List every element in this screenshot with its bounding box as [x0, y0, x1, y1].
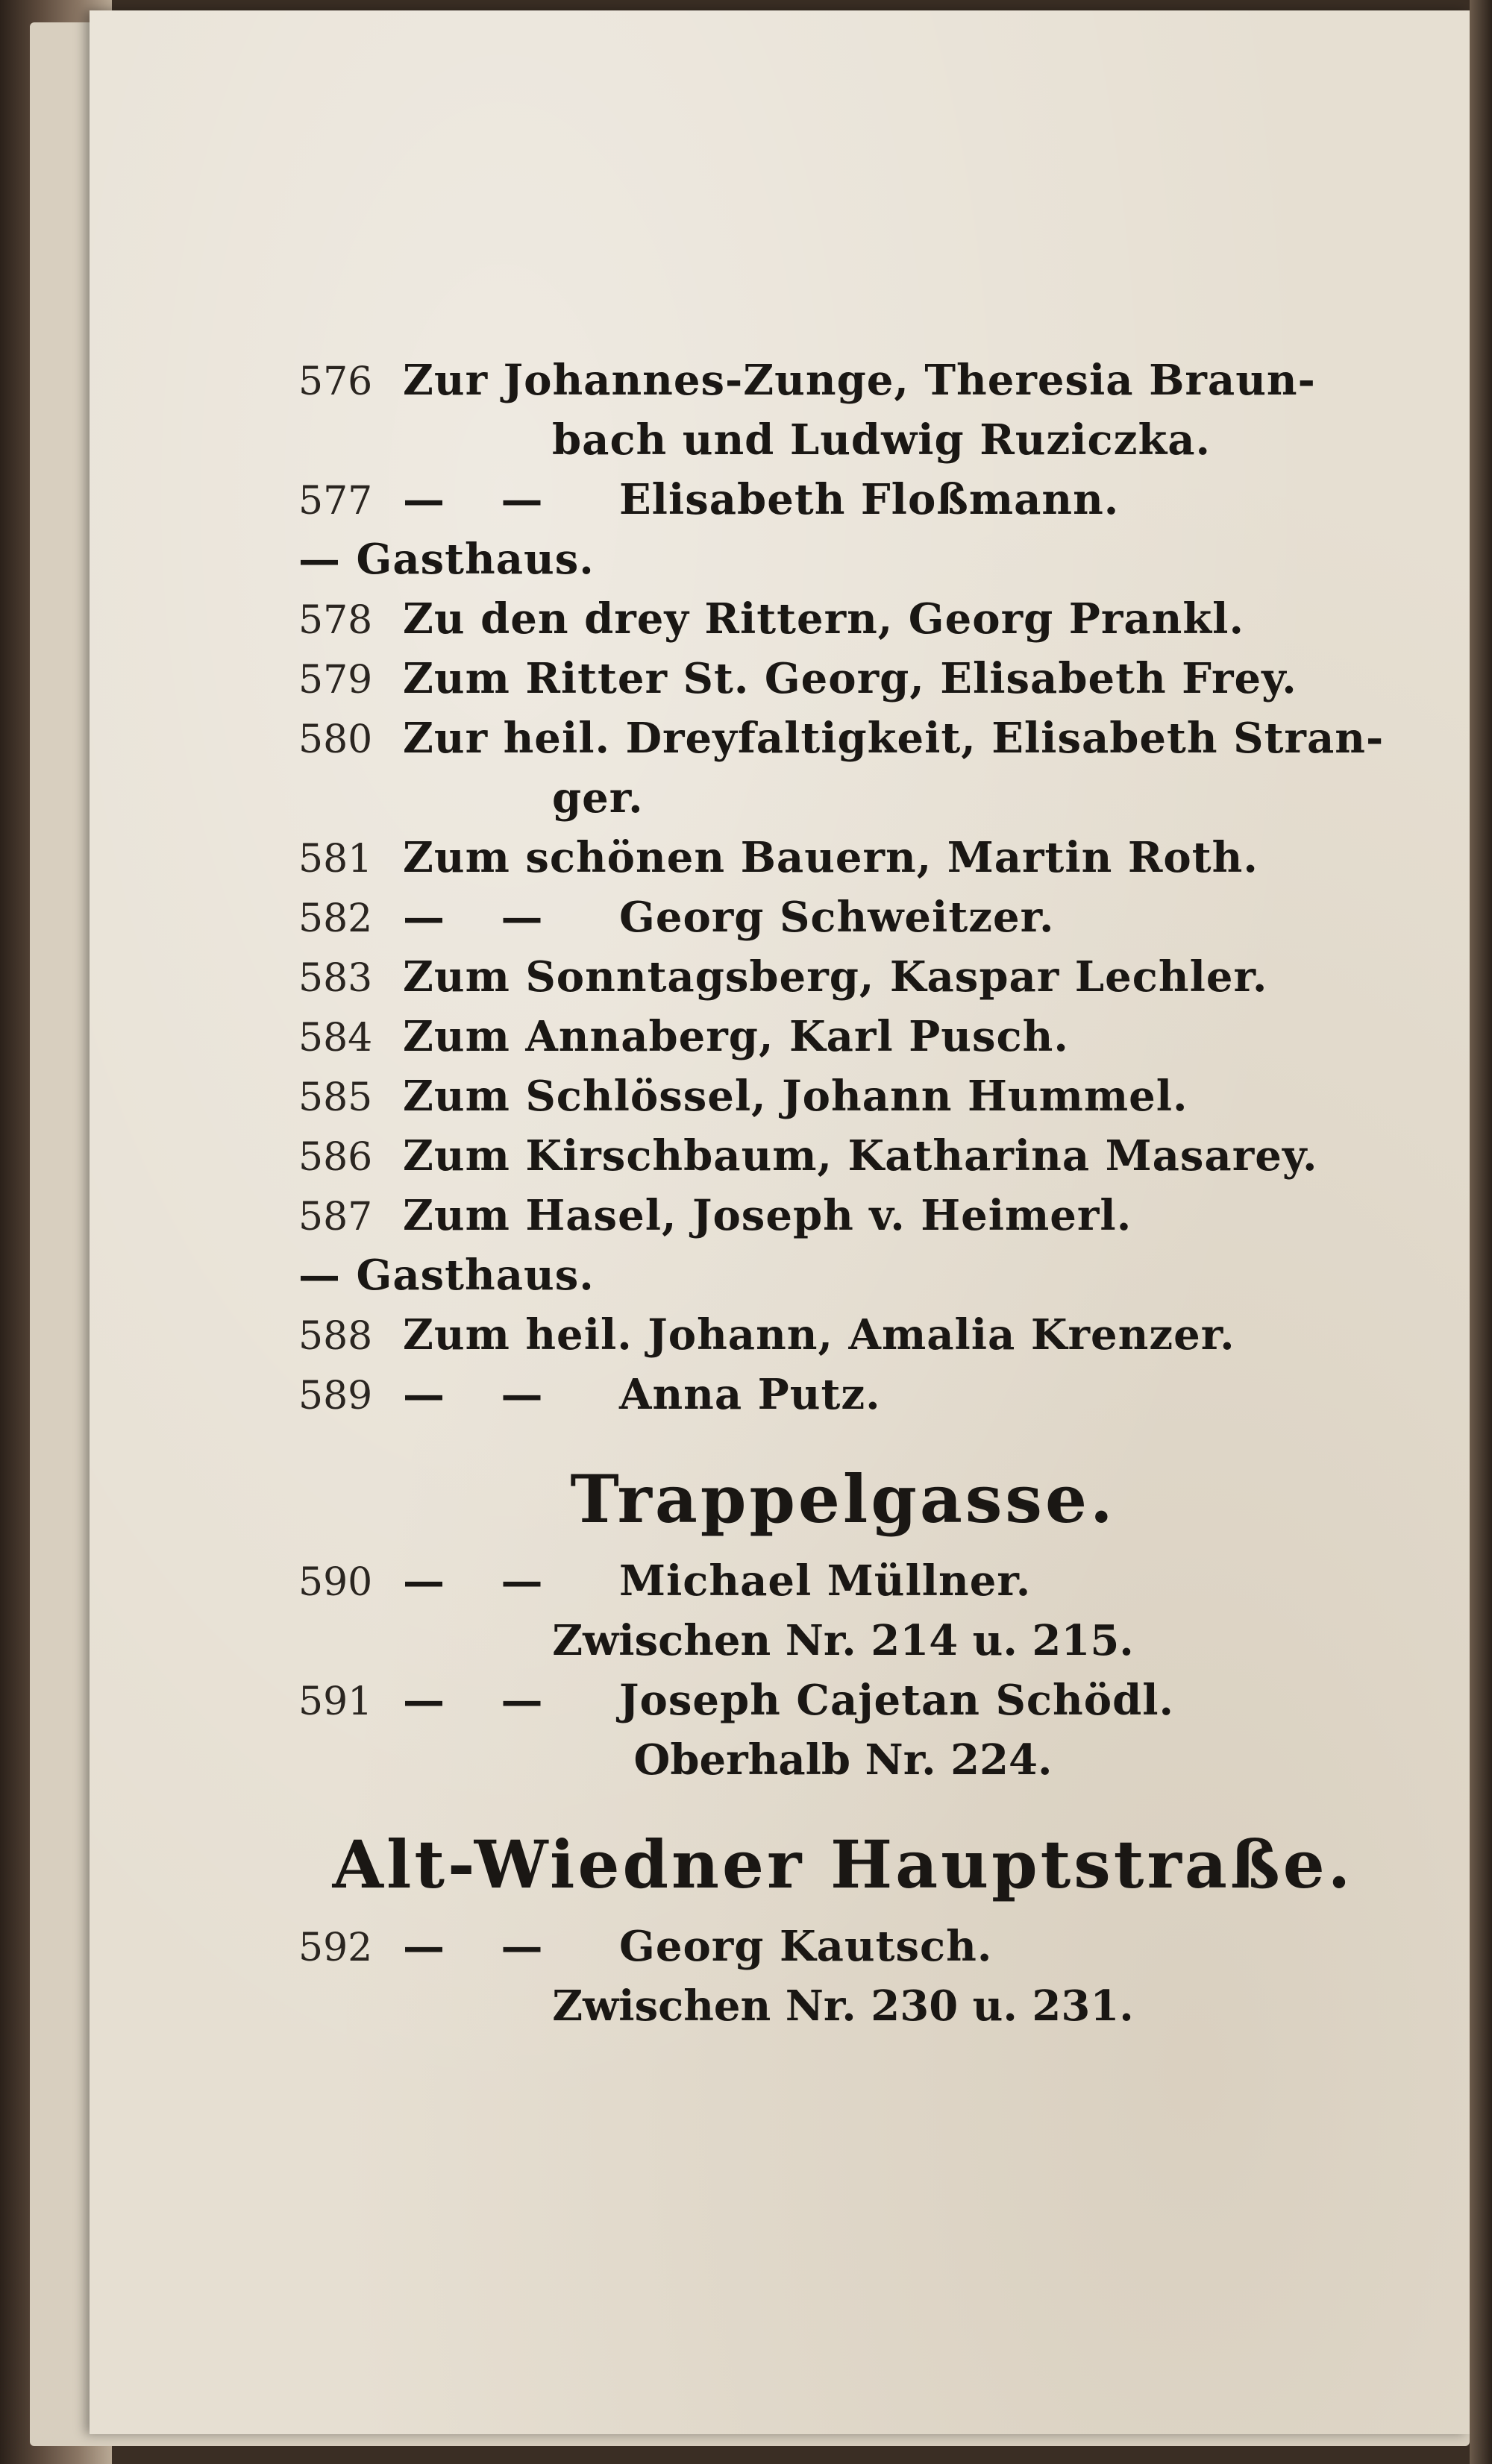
ditto-marks: — —	[403, 893, 564, 942]
entry-line	[298, 470, 1388, 529]
entry-number: 589	[298, 1374, 373, 1418]
ditto-marks: — —	[403, 475, 564, 524]
entry-text: ger.	[552, 773, 644, 823]
entry-number: 590	[298, 1560, 373, 1605]
entry-text: Zur Johannes-Zunge, Theresia Braun-	[403, 356, 1316, 405]
entry-number: 576	[298, 359, 373, 404]
entry-line	[298, 1917, 1388, 1976]
entry-number: 591	[298, 1679, 373, 1724]
entry-line	[298, 887, 1388, 947]
entry-line	[298, 1671, 1388, 1730]
entry-text: Zum Hasel, Joseph v. Heimerl.	[403, 1191, 1132, 1240]
entry-text: Zum Sonntagsberg, Kaspar Lechler.	[403, 952, 1268, 1002]
entry-line	[298, 828, 1388, 887]
entry-number: 577	[298, 479, 373, 524]
entry-text: Zur heil. Dreyfaltigkeit, Elisabeth Stran-	[403, 714, 1385, 763]
entry-line	[298, 589, 1388, 649]
entry-text: Zum schönen Bauern, Martin Roth.	[403, 833, 1259, 882]
entry-number: 582	[298, 896, 373, 941]
entry-number: 592	[298, 1926, 373, 1970]
entry-number: 586	[298, 1135, 373, 1180]
entry-line	[298, 351, 1388, 410]
location-note: Zwischen Nr. 214 u. 215.	[552, 1616, 1134, 1665]
entry-line	[298, 1186, 1388, 1245]
entry-number: 581	[298, 837, 373, 881]
section-heading: Trappelgasse.	[570, 1460, 1116, 1538]
entry-text: Zum Schlössel, Johann Hummel.	[403, 1072, 1188, 1121]
entry-line	[298, 1551, 1388, 1611]
entry-number: 578	[298, 598, 373, 643]
entry-text: Zu den drey Rittern, Georg Prankl.	[403, 594, 1244, 644]
entry-text: — Gasthaus.	[298, 535, 595, 584]
entry-line	[298, 1066, 1388, 1126]
entry-number: 587	[298, 1195, 373, 1239]
entry-line	[298, 947, 1388, 1007]
entry-number: 585	[298, 1075, 373, 1120]
entry-line	[298, 529, 1388, 589]
entry-line	[298, 1365, 1388, 1424]
entry-text: bach und Ludwig Ruziczka.	[552, 415, 1212, 465]
entry-text: Anna Putz.	[619, 1370, 881, 1419]
page-content	[298, 351, 1388, 2036]
location-note: Zwischen Nr. 230 u. 231.	[552, 1981, 1134, 2031]
entry-line	[298, 649, 1388, 708]
entry-line	[298, 1126, 1388, 1186]
entry-text: — Gasthaus.	[298, 1251, 595, 1300]
entry-text: Georg Schweitzer.	[619, 893, 1055, 942]
entry-number: 580	[298, 717, 373, 762]
spacer	[298, 1790, 1388, 1812]
entry-number: 588	[298, 1314, 373, 1359]
section-heading: Alt-Wiedner Hauptstraße.	[332, 1826, 1354, 1903]
entry-continuation	[298, 768, 1388, 828]
spacer	[298, 1424, 1388, 1447]
entry-line	[298, 1305, 1388, 1365]
entry-number: 584	[298, 1016, 373, 1060]
book-edge	[1470, 0, 1492, 2464]
entry-text: Zum heil. Johann, Amalia Krenzer.	[403, 1310, 1235, 1360]
location-note: Oberhalb Nr. 224.	[633, 1735, 1053, 1785]
ditto-marks: — —	[403, 1370, 564, 1419]
entry-number: 583	[298, 956, 373, 1001]
entry-line	[298, 708, 1388, 768]
ditto-marks: — —	[403, 1676, 564, 1725]
entry-line	[298, 1245, 1388, 1305]
entry-text: Elisabeth Floßmann.	[619, 475, 1120, 524]
entry-text: Georg Kautsch.	[619, 1922, 993, 1971]
entry-line	[298, 1007, 1388, 1066]
entry-number: 579	[298, 658, 373, 703]
entry-text: Zum Kirschbaum, Katharina Masarey.	[403, 1131, 1318, 1181]
entry-text: Michael Müllner.	[619, 1556, 1032, 1606]
entry-text: Joseph Cajetan Schödl.	[619, 1676, 1175, 1725]
ditto-marks: — —	[403, 1556, 564, 1606]
ditto-marks: — —	[403, 1922, 564, 1971]
entry-text: Zum Annaberg, Karl Pusch.	[403, 1012, 1069, 1061]
entry-text: Zum Ritter St. Georg, Elisabeth Frey.	[403, 654, 1297, 703]
entry-continuation	[298, 410, 1388, 470]
